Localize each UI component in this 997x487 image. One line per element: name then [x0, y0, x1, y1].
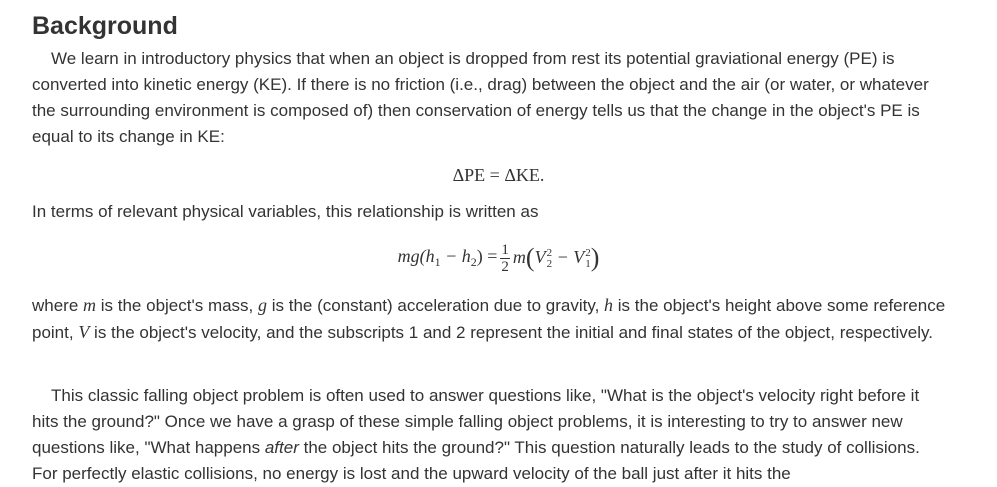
p3-text-3: is the (constant) acceleration due to gravity,: [267, 296, 605, 315]
p3-text-1: where: [32, 296, 84, 315]
p3-text-5: is the object's velocity, and the subscripts 1 and 2 represent the initial and final states of the object, respectively.: [89, 323, 933, 342]
eq-v2-sup: 2: [546, 246, 553, 259]
eq-v1-sub: 1: [585, 257, 591, 270]
eq-open-paren: (: [525, 243, 535, 272]
variable-definitions-paragraph: [32, 292, 950, 346]
eq-lhs-text: mg(h: [397, 246, 435, 266]
energy-conservation-equation: ΔPE = ΔKE.: [452, 165, 545, 185]
eq-v1-sup: 2: [585, 246, 591, 259]
var-m: m: [83, 295, 97, 315]
eq-mass-symbol: m: [512, 247, 526, 267]
eq-minus-v1: − V: [552, 247, 585, 267]
eq-v2-sub: 2: [546, 257, 553, 270]
eq-minus-h: − h: [440, 246, 471, 266]
p4-text-2: the object hits the ground?" This question naturally leads to the study of collisions. For perfectly elastic collisions, no energy is lost and the upward velocity of the ball just after it hits the: [32, 438, 920, 483]
falling-object-paragraph: [32, 383, 950, 487]
eq-lhs: [398, 246, 498, 270]
eq-fraction-numerator: 1: [501, 241, 509, 258]
eq-fraction-denominator: 2: [501, 258, 509, 275]
eq-close-paren: ): [590, 243, 600, 272]
p4-text-1: This classic falling object problem is often used to answer questions like, "What is the object's velocity right before it hits the ground?" Once we have a grasp of these simple falling object problems, it is interesting to try to answer new questions like, "What happens: [32, 386, 920, 457]
intro-paragraph-text: We learn in introductory physics that when an object is dropped from rest its potential graviational energy (PE) is converted into kinetic energy (KE). If there is no friction (i.e., drag) between the object and the air (or water, or whatever the surrounding environment is composed of) then conservation of energy tells us that the change in the object's PE is equal to its change in KE:: [32, 49, 929, 146]
variables-intro-paragraph: In terms of relevant physical variables, this relationship is written as: [32, 202, 539, 221]
p4-emphasis-after: after: [264, 438, 299, 457]
section-heading: Background: [32, 12, 178, 40]
p3-text-4: is the object's height above some reference point,: [32, 296, 946, 342]
eq-rhs: [513, 243, 600, 273]
eq-fraction-half: [500, 242, 510, 275]
p3-text-2: is the object's mass,: [96, 296, 259, 315]
eq-v2-symbol: V: [534, 247, 546, 267]
eq-sub-1: 1: [434, 255, 441, 269]
var-V: V: [78, 322, 90, 342]
energy-variables-equation: [0, 234, 997, 282]
var-g: g: [258, 295, 268, 315]
var-h: h: [604, 295, 614, 315]
eq-close-equals: ) =: [476, 246, 498, 266]
intro-paragraph: [32, 46, 950, 150]
eq-sub-2: 2: [470, 255, 477, 269]
